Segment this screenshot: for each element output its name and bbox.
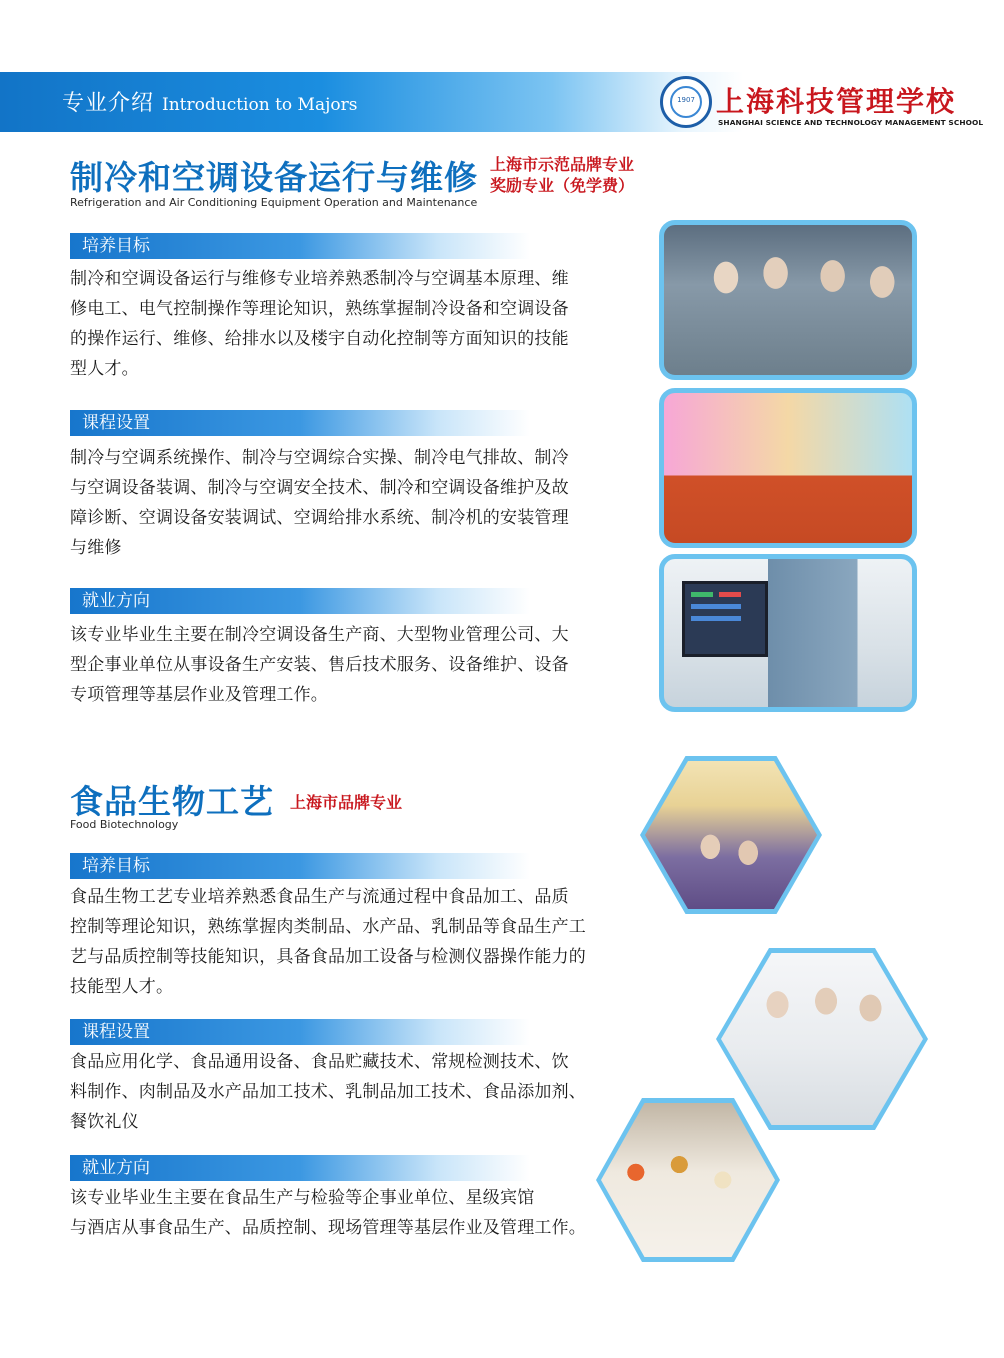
section-heading: 培养目标 — [82, 236, 150, 256]
text-line: 修电工、电气控制操作等理论知识，熟练掌握制冷设备和空调设备 — [70, 299, 569, 319]
text-line: 制冷和空调设备运行与维修专业培养熟悉制冷与空调基本原理、维 — [70, 269, 569, 289]
text-line: 技能型人才。 — [70, 977, 174, 997]
text-line: 型人才。 — [70, 359, 139, 379]
text-line: 艺与品质控制等技能知识，具备食品加工设备与检测仪器操作能力的 — [70, 947, 586, 967]
photo-hex-classroom — [640, 756, 822, 914]
section-body — [70, 1183, 650, 1243]
emblem-year: 1907 — [677, 96, 695, 104]
section-bar-curriculum — [70, 410, 530, 436]
photo-classroom-demo — [659, 220, 917, 380]
school-name-en: SHANGHAI SCIENCE AND TECHNOLOGY MANAGEMENT SCHOOL — [718, 118, 984, 127]
section-bar-curriculum — [70, 1019, 530, 1045]
text-line: 与酒店从事食品生产、品质控制、现场管理等基层作业及管理工作。 — [70, 1218, 586, 1238]
section-body — [70, 264, 650, 384]
section-title-cn: 专业介绍 — [62, 91, 155, 116]
badge-demo-brand: 上海市示范品牌专业 — [490, 155, 635, 174]
section-heading: 培养目标 — [82, 856, 150, 876]
section-heading: 课程设置 — [82, 1022, 150, 1042]
text-line: 餐饮礼仪 — [70, 1112, 139, 1132]
text-line: 的操作运行、维修、给排水以及楼宇自动化控制等方面知识的技能 — [70, 329, 569, 349]
text-line: 专项管理等基层作业及管理工作。 — [70, 685, 328, 705]
section-body — [70, 443, 650, 563]
section-body — [70, 1047, 660, 1137]
text-line: 控制等理论知识，熟练掌握肉类制品、水产品、乳制品等食品生产工 — [70, 917, 586, 937]
text-line: 型企事业单位从事设备生产安装、售后技术服务、设备维护、设备 — [70, 655, 569, 675]
text-line: 该专业毕业生主要在制冷空调设备生产商、大型物业管理公司、大 — [70, 625, 569, 645]
badge-tuition-free: 奖励专业（免学费） — [490, 176, 635, 195]
text-line: 与空调设备装调、制冷与空调安全技术、制冷和空调设备维护及故 — [70, 478, 569, 498]
photo-competition-group — [659, 388, 917, 548]
section-bar-training-goal — [70, 233, 530, 259]
page-section-title — [62, 86, 357, 117]
section-title-en: Introduction to Majors — [162, 95, 358, 115]
section-heading: 就业方向 — [82, 1158, 150, 1178]
text-line: 料制作、肉制品及水产品加工技术、乳制品加工技术、食品添加剂、 — [70, 1082, 586, 1102]
major-title: 食品生物工艺 — [70, 782, 274, 821]
text-line: 食品生物工艺专业培养熟悉食品生产与流通过程中食品加工、品质 — [70, 887, 569, 907]
monitor-screen — [682, 581, 768, 657]
section-body — [70, 620, 650, 710]
text-line: 障诊断、空调设备安装调试、空调给排水系统、制冷机的安装管理 — [70, 508, 569, 528]
section-heading: 课程设置 — [82, 413, 150, 433]
text-line: 该专业毕业生主要在食品生产与检验等企事业单位、星级宾馆 — [70, 1188, 535, 1208]
section-body — [70, 882, 660, 1002]
section-bar-career — [70, 1155, 530, 1181]
major-title-en: Food Biotechnology — [70, 818, 179, 831]
text-line: 食品应用化学、食品通用设备、食品贮藏技术、常规检测技术、饮 — [70, 1052, 569, 1072]
section-bar-career — [70, 588, 530, 614]
major-title-en: Refrigeration and Air Conditioning Equipment Operation and Maintenance — [70, 196, 478, 209]
photo-hex-lab — [716, 948, 928, 1130]
section-heading: 就业方向 — [82, 591, 150, 611]
badge-brand: 上海市品牌专业 — [290, 793, 403, 812]
photo-refrigeration-equipment — [659, 554, 917, 712]
text-line: 制冷与空调系统操作、制冷与空调综合实操、制冷电气排故、制冷 — [70, 448, 569, 468]
school-emblem-icon — [660, 76, 712, 128]
school-name-cn: 上海科技管理学校 — [716, 85, 957, 118]
section-bar-training-goal — [70, 853, 530, 879]
major-title: 制冷和空调设备运行与维修 — [70, 158, 478, 197]
text-line: 与维修 — [70, 538, 122, 558]
